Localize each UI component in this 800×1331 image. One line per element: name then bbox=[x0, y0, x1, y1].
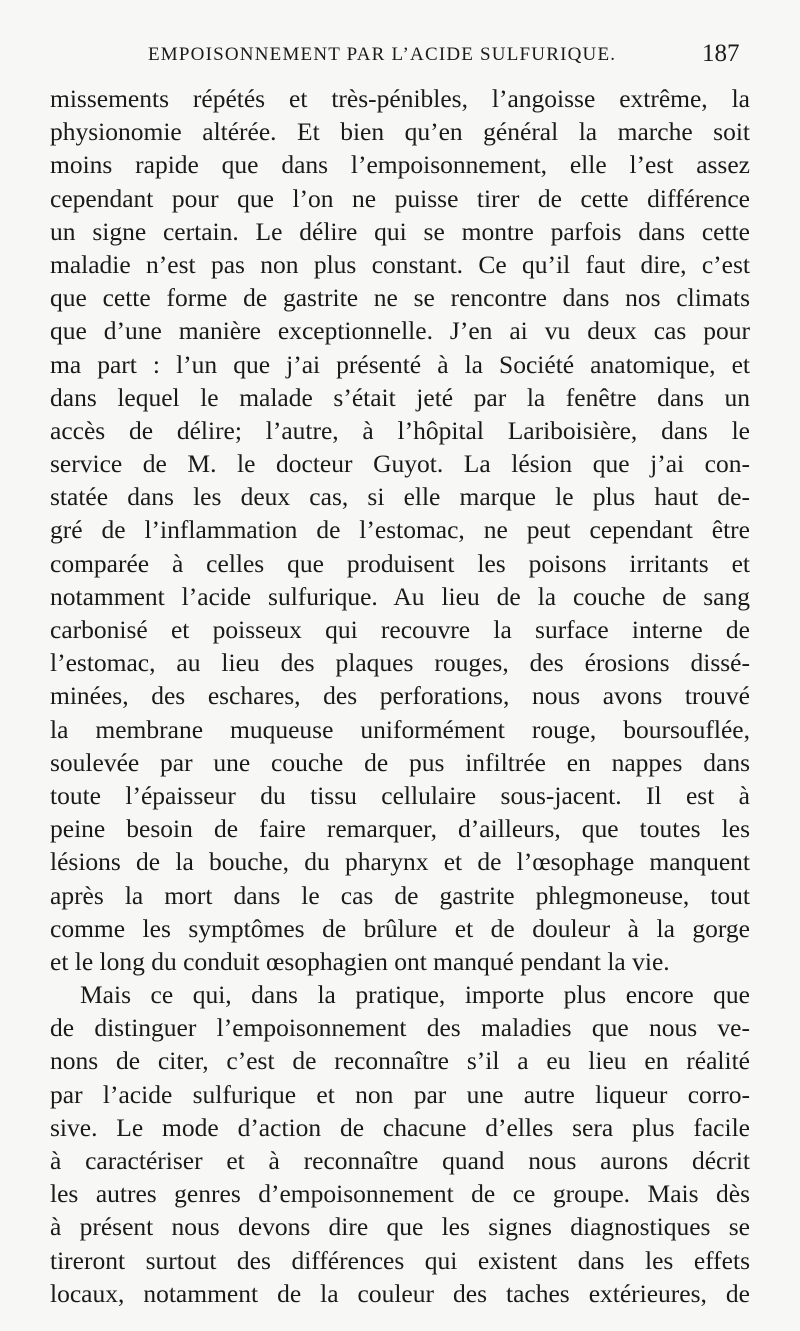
text-line: gré de l’inflammation de l’estomac, ne peut cependant être bbox=[50, 515, 750, 545]
text-line: statée dans les deux cas, si elle marque le plus haut de- bbox=[50, 482, 750, 512]
running-title: EMPOISONNEMENT PAR L’ACIDE SULFURIQUE. bbox=[148, 44, 617, 65]
text-line: soulevée par une couche de pus infiltrée en nappes dans bbox=[50, 747, 750, 777]
text-line: par l’acide sulfurique et non par une autre liqueur corro- bbox=[50, 1079, 750, 1109]
text-line: la membrane muqueuse uniformément rouge, boursouflée, bbox=[50, 714, 750, 744]
text-line: l’estomac, au lieu des plaques rouges, des érosions dissé- bbox=[50, 648, 750, 678]
text-line: cependant pour que l’on ne puisse tirer de cette différence bbox=[50, 183, 750, 213]
paragraph-1 bbox=[50, 82, 750, 978]
text-line: que d’une manière exceptionnelle. J’en ai vu deux cas pour bbox=[50, 316, 750, 346]
page-number: 187 bbox=[702, 40, 740, 67]
text-line: locaux, notamment de la couleur des taches extérieures, de bbox=[50, 1278, 750, 1308]
text-line: toute l’épaisseur du tissu cellulaire sous-jacent. Il est à bbox=[50, 780, 750, 810]
text-line: que cette forme de gastrite ne se rencontre dans nos climats bbox=[50, 283, 750, 313]
text-line: missements répétés et très-pénibles, l’angoisse extrême, la bbox=[50, 84, 750, 113]
text-line: et le long du conduit œsophagien ont manqué pendant la vie. bbox=[50, 946, 670, 976]
text-line: physionomie altérée. Et bien qu’en général la marche soit bbox=[50, 117, 750, 147]
text-line: les autres genres d’empoisonnement de ce groupe. Mais dès bbox=[50, 1179, 750, 1209]
text-line: moins rapide que dans l’empoisonnement, elle l’est assez bbox=[50, 150, 750, 180]
paragraph-2 bbox=[50, 978, 750, 1310]
body-text bbox=[50, 82, 750, 1310]
text-line: comparée à celles que produisent les poisons irritants et bbox=[50, 548, 750, 578]
page-header bbox=[0, 38, 800, 72]
text-line: Mais ce qui, dans la pratique, importe plus encore que bbox=[80, 980, 750, 1010]
text-line: dans lequel le malade s’était jeté par la fenêtre dans un bbox=[50, 382, 750, 412]
text-line: à caractériser et à reconnaître quand nous aurons décrit bbox=[50, 1146, 750, 1175]
text-line: peine besoin de faire remarquer, d’ailleurs, que toutes les bbox=[50, 814, 750, 844]
text-line: lésions de la bouche, du pharynx et de l’œsophage manquent bbox=[50, 847, 750, 877]
text-line: maladie n’est pas non plus constant. Ce qu’il faut dire, c’est bbox=[50, 249, 750, 279]
text-line: un signe certain. Le délire qui se montre parfois dans cette bbox=[50, 216, 750, 246]
text-line: accès de délire; l’autre, à l’hôpital Lariboisière, dans le bbox=[50, 415, 750, 445]
text-line: minées, des eschares, des perforations, nous avons trouvé bbox=[50, 681, 750, 711]
text-line: carbonisé et poisseux qui recouvre la surface interne de bbox=[50, 615, 750, 644]
text-line: ma part : l’un que j’ai présenté à la Société anatomique, et bbox=[50, 349, 750, 379]
text-line: de distinguer l’empoisonnement des maladies que nous ve- bbox=[50, 1013, 750, 1043]
text-line: après la mort dans le cas de gastrite phlegmoneuse, tout bbox=[50, 880, 750, 910]
text-line: tireront surtout des différences qui existent dans les effets bbox=[50, 1245, 750, 1275]
text-line: nons de citer, c’est de reconnaître s’il a eu lieu en réalité bbox=[50, 1046, 750, 1076]
text-line: sive. Le mode d’action de chacune d’elles sera plus facile bbox=[50, 1112, 750, 1142]
text-line: comme les symptômes de brûlure et de douleur à la gorge bbox=[50, 913, 750, 943]
text-line: notamment l’acide sulfurique. Au lieu de la couche de sang bbox=[50, 581, 750, 611]
text-line: service de M. le docteur Guyot. La lésion que j’ai con- bbox=[50, 449, 750, 479]
text-line: à présent nous devons dire que les signes diagnostiques se bbox=[50, 1212, 750, 1242]
